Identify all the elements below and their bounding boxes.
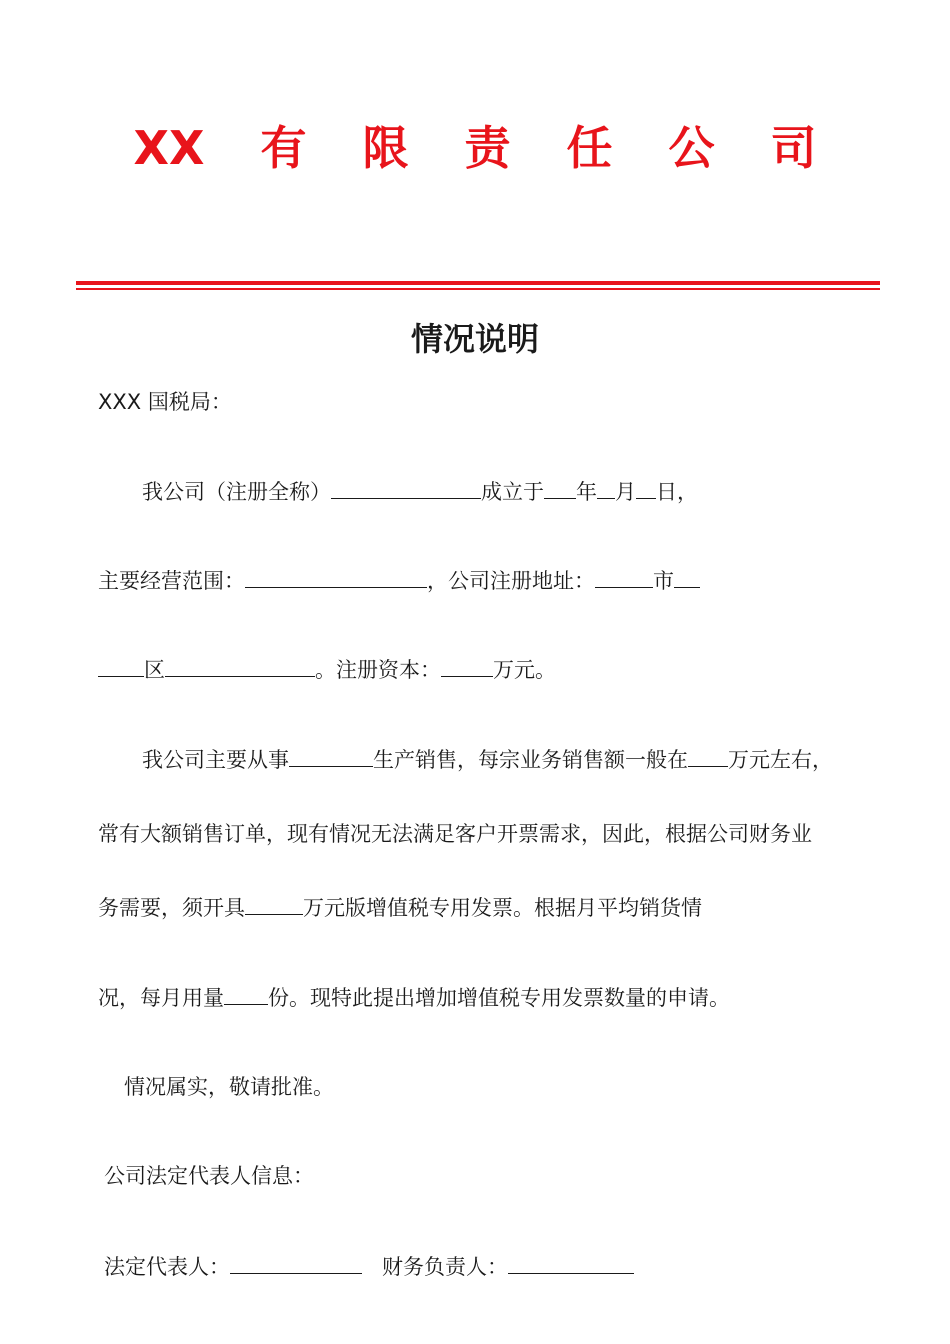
fill-in-blank[interactable]: [597, 478, 615, 499]
fill-in-blank[interactable]: [245, 894, 303, 915]
text-segment: 况，每月用量: [98, 986, 224, 1010]
fill-in-blank[interactable]: [98, 656, 144, 677]
paragraph-3-line: [98, 656, 556, 684]
text-segment: 成立于: [481, 480, 544, 504]
fill-in-blank[interactable]: [165, 656, 315, 677]
text-segment: 年: [576, 480, 597, 504]
legal-rep-label: 法定代表人：: [104, 1255, 230, 1279]
signature-line: [104, 1253, 634, 1281]
paragraph-4-line: 常有大额销售订单，现有情况无法满足客户开票需求，因此，根据公司财务业: [98, 822, 812, 846]
company-name-char: XX: [133, 121, 205, 175]
fill-in-blank[interactable]: [289, 746, 373, 767]
text-segment: 生产销售，每宗业务销售额一般在: [373, 748, 688, 772]
text-segment: 我公司（注册全称）: [142, 480, 331, 504]
text-segment: 。注册资本：: [315, 658, 441, 682]
company-name-char: 责: [464, 121, 511, 175]
fill-in-blank[interactable]: [331, 478, 481, 499]
text-segment: ，公司注册地址：: [427, 569, 595, 593]
company-name-char: 限: [362, 121, 409, 175]
salutation: XXX 国税局：: [98, 390, 232, 414]
company-name-char: 司: [770, 121, 817, 175]
text-segment: 主要经营范围：: [98, 569, 245, 593]
company-name-char: 公: [668, 121, 715, 175]
company-name-char: 任: [566, 121, 613, 175]
text-segment: 月: [615, 480, 636, 504]
header-divider-thick: [76, 281, 880, 285]
text-segment: 我公司主要从事: [142, 748, 289, 772]
company-name-char: 有: [260, 121, 307, 175]
paragraph-2-line: [98, 567, 700, 595]
text-segment: 区: [144, 658, 165, 682]
fill-in-blank[interactable]: [636, 478, 656, 499]
legal-rep-info-label: 公司法定代表人信息：: [104, 1164, 314, 1188]
finance-head-label: 财务负责人：: [382, 1255, 508, 1279]
text-segment: 万元。: [493, 658, 556, 682]
text-segment: 万元左右，: [728, 748, 833, 772]
text-segment: 市: [653, 569, 674, 593]
fill-in-blank[interactable]: [544, 478, 576, 499]
fill-in-blank[interactable]: [688, 746, 728, 767]
text-segment: 份。现特此提出增加增值税专用发票数量的申请。: [268, 986, 730, 1010]
text-segment: 日，: [656, 480, 698, 504]
text-segment: 务需要，须开具: [98, 896, 245, 920]
finance-head-signature-blank[interactable]: [508, 1253, 634, 1274]
fill-in-blank[interactable]: [245, 567, 427, 588]
text-segment: 万元版增值税专用发票。根据月平均销货情: [303, 896, 702, 920]
fill-in-blank[interactable]: [224, 984, 268, 1005]
document-title: 情况说明: [410, 320, 539, 358]
paragraph-4-line: [98, 894, 702, 922]
paragraph-1-line: [142, 478, 698, 506]
fill-in-blank[interactable]: [674, 567, 700, 588]
paragraph-4-line: [98, 984, 730, 1012]
fill-in-blank[interactable]: [595, 567, 653, 588]
paragraph-4-line: [142, 746, 833, 774]
legal-rep-signature-blank[interactable]: [230, 1253, 362, 1274]
closing-statement: 情况属实，敬请批准。: [124, 1075, 334, 1099]
company-name-header: [0, 112, 950, 178]
fill-in-blank[interactable]: [441, 656, 493, 677]
header-divider-thin: [76, 288, 880, 290]
